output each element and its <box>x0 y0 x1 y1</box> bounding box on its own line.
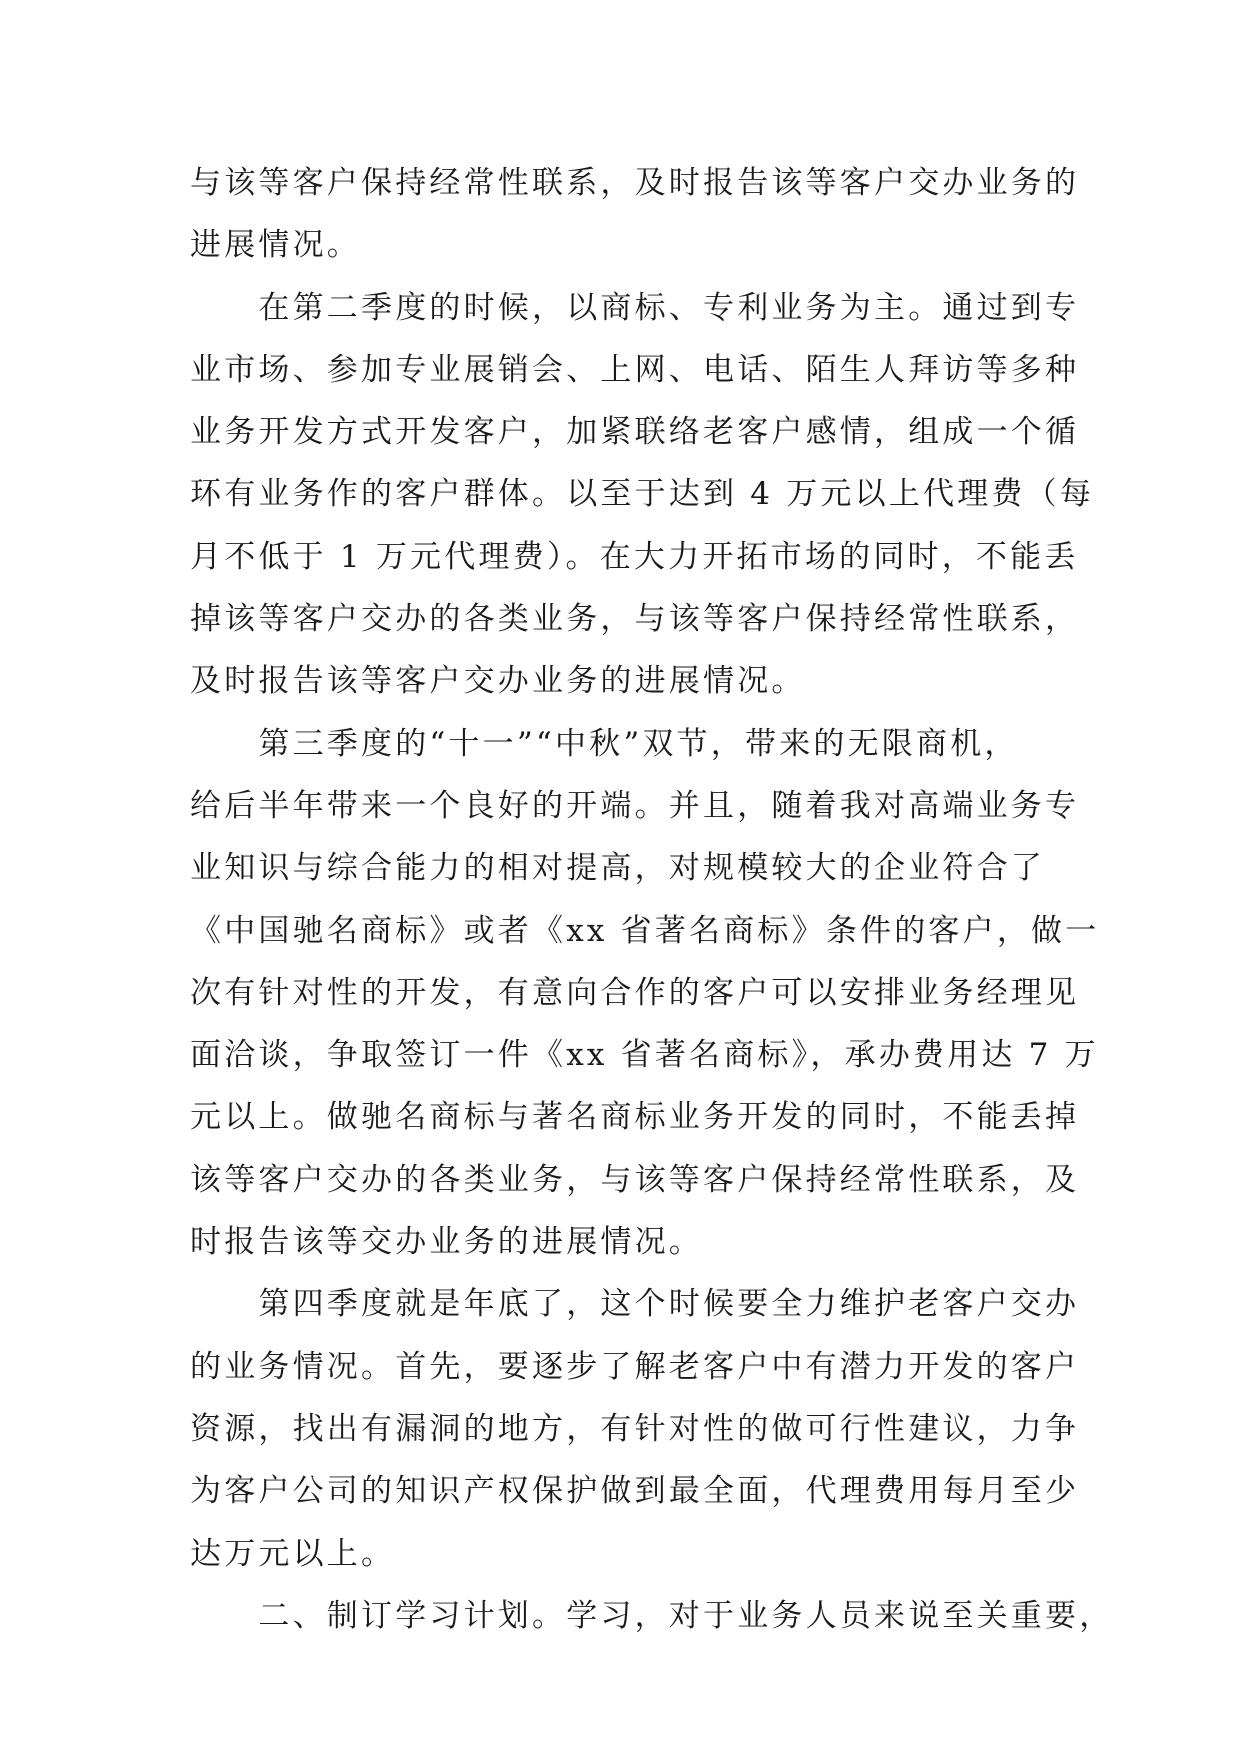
text-line: 为客户公司的知识产权保护做到最全面，代理费用每月至少 <box>190 1473 1080 1510</box>
text-line: 达万元以上。 <box>190 1535 396 1572</box>
text-line: 该等客户交办的各类业务，与该等客户保持经常性联系，及 <box>190 1161 1080 1198</box>
text-line: 给后半年带来一个良好的开端。并且，随着我对高端业务专 <box>190 787 1080 824</box>
text-line: 时报告该等交办业务的进展情况。 <box>190 1224 703 1261</box>
text-line: 次有针对性的开发，有意向合作的客户可以安排业务经理见 <box>190 974 1080 1011</box>
text-line: 业市场、参加专业展销会、上网、电话、陌生人拜访等多种 <box>190 351 1080 388</box>
text-line: 及时报告该等客户交办业务的进展情况。 <box>190 663 806 700</box>
text-line: 环有业务作的客户群体。以至于达到 4 万元以上代理费（每 <box>190 476 1095 513</box>
text-line: 月不低于 1 万元代理费）。在大力开拓市场的同时，不能丢 <box>190 538 1079 575</box>
text-line: 业知识与综合能力的相对提高，对规模较大的企业符合了 <box>190 850 1045 887</box>
text-line: 二、制订学习计划。学习，对于业务人员来说至关重要， <box>190 1597 1114 1634</box>
text-line: 第三季度的“十一”“中秋”双节，带来的无限商机， <box>190 725 1019 762</box>
text-line: 第四季度就是年底了，这个时候要全力维护老客户交办 <box>190 1286 1080 1323</box>
text-line: 面洽谈，争取签订一件《xx 省著名商标》，承办费用达 7 万 <box>190 1037 1099 1074</box>
text-line: 与该等客户保持经常性联系，及时报告该等客户交办业务的 <box>190 165 1080 201</box>
text-line: 在第二季度的时候，以商标、专利业务为主。通过到专 <box>190 289 1080 326</box>
text-line: 元以上。做驰名商标与著名商标业务开发的同时，不能丢掉 <box>190 1099 1080 1136</box>
text-line: 进展情况。 <box>190 227 361 264</box>
text-line: 掉该等客户交办的各类业务，与该等客户保持经常性联系， <box>190 601 1080 638</box>
text-line: 资源，找出有漏洞的地方，有针对性的做可行性建议，力争 <box>190 1410 1080 1447</box>
text-line: 业务开发方式开发客户，加紧联络老客户感情，组成一个循 <box>190 414 1080 451</box>
text-line: 《中国驰名商标》或者《xx 省著名商标》条件的客户，做一 <box>190 912 1100 949</box>
body-text <box>190 152 1114 1647</box>
text-line: 的业务情况。首先，要逐步了解老客户中有潜力开发的客户 <box>190 1348 1080 1385</box>
